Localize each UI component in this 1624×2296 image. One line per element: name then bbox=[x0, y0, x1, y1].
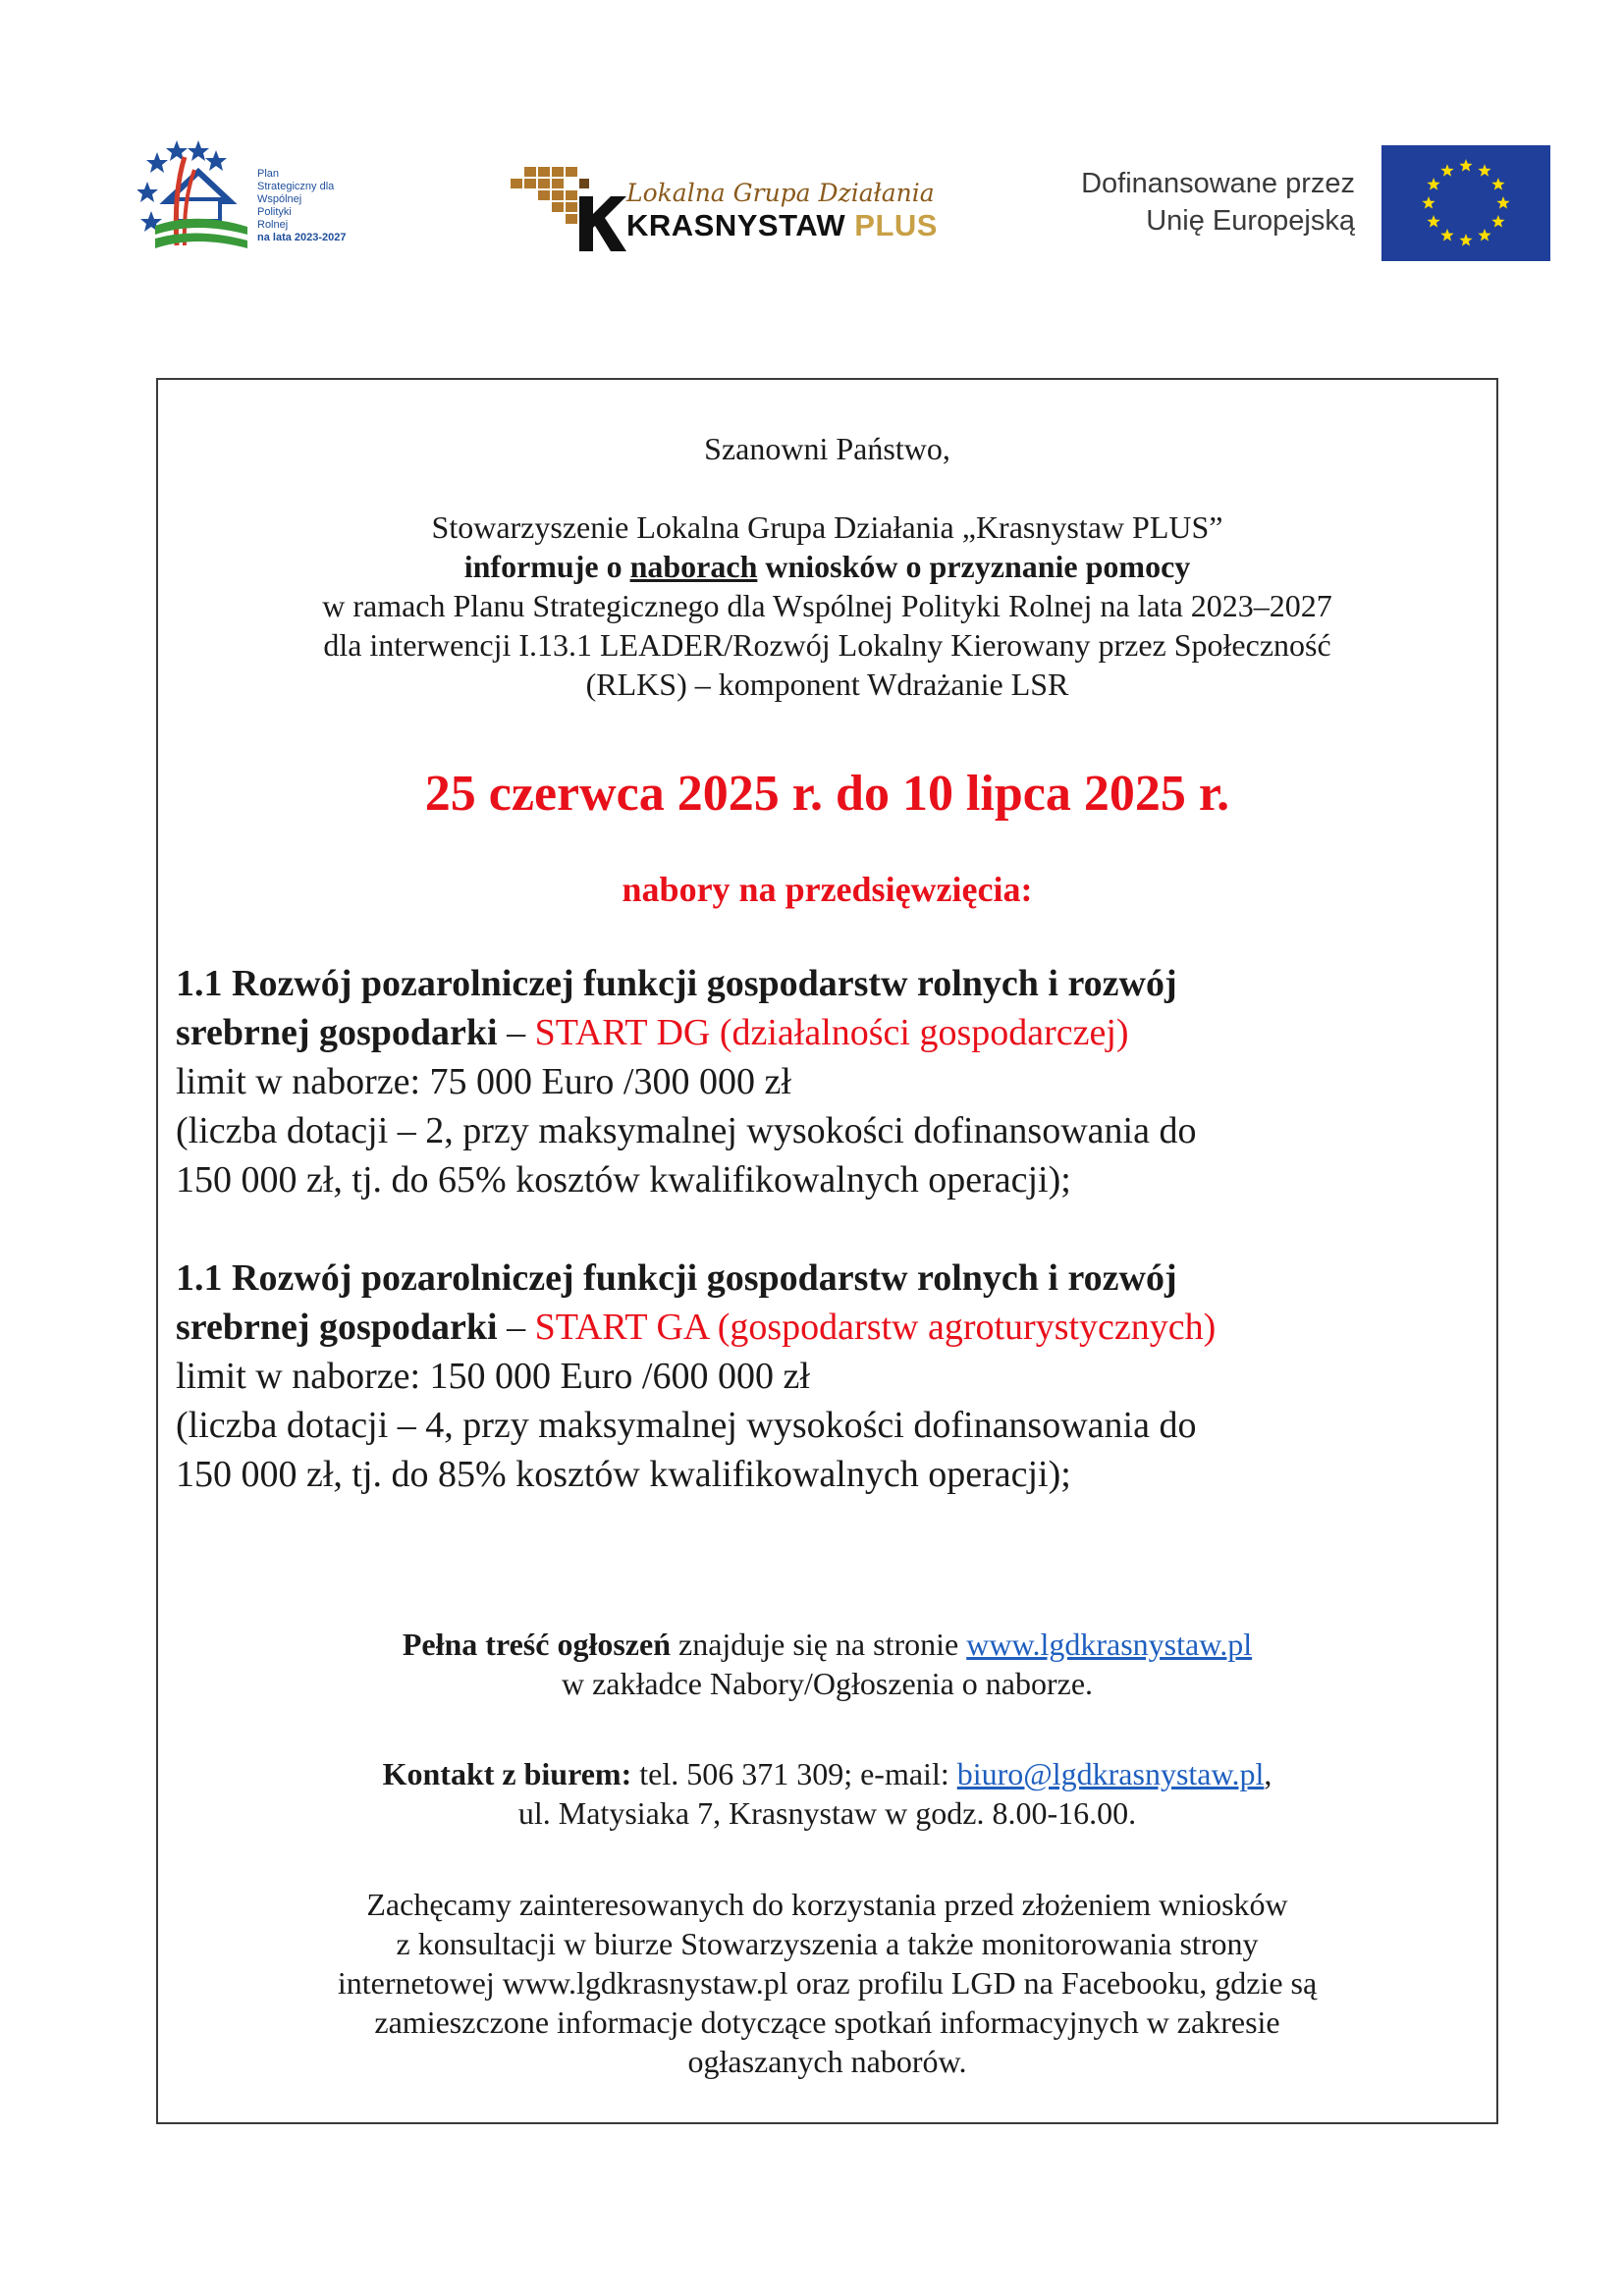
greeting: Szanowni Państwo, bbox=[704, 431, 950, 466]
encourage-line: ogłaszanych naborów. bbox=[687, 2044, 967, 2079]
lgd-logo-name bbox=[626, 208, 938, 243]
intro-line-2 bbox=[158, 547, 1496, 586]
call-item-detail-1: (liczba dotacji – 2, przy maksymalnej wysokości dofinansowania do bbox=[176, 1110, 1197, 1151]
encourage-paragraph bbox=[158, 1885, 1496, 2081]
eu-funding-line1: Dofinansowane przez bbox=[1081, 168, 1355, 199]
full-info-line2: w zakładce Nabory/Ogłoszenia o naborze. bbox=[561, 1666, 1094, 1701]
call-item-title-bold: srebrnej gospodarki bbox=[176, 1012, 498, 1053]
psp-line6: na lata 2023-2027 bbox=[257, 232, 347, 243]
psp-line1: Plan bbox=[257, 168, 280, 180]
eu-flag-icon bbox=[1381, 145, 1550, 261]
contact-line1 bbox=[158, 1754, 1496, 1793]
contact-comma: , bbox=[1264, 1756, 1272, 1791]
contact-text: tel. 506 371 309; e-mail: bbox=[631, 1756, 957, 1791]
full-info-text: znajduje się na stronie bbox=[670, 1627, 967, 1662]
call-item-title-line2 bbox=[176, 1008, 1477, 1057]
encourage-line: zamieszczone informacje dotyczące spotkań informacyjnych w zakresie bbox=[374, 2004, 1280, 2040]
call-item-highlight: START DG (działalności gospodarczej) bbox=[534, 1012, 1129, 1053]
lgd-logo-name-main: KRASNYSTAW bbox=[626, 208, 846, 242]
psp-line4: Polityki bbox=[257, 206, 292, 218]
call-item-limit: limit w naborze: 75 000 Euro /300 000 zł bbox=[176, 1061, 791, 1102]
lgd-mosaic-icon bbox=[511, 157, 628, 255]
contact-info bbox=[158, 1754, 1496, 1833]
intro-line-1: Stowarzyszenie Lokalna Grupa Działania „Krasnystaw PLUS” bbox=[431, 509, 1223, 545]
website-link[interactable]: www.lgdkrasnystaw.pl bbox=[966, 1627, 1253, 1662]
nabory-heading: nabory na przedsięwzięcia: bbox=[622, 870, 1033, 909]
contact-line2: ul. Matysiaka 7, Krasnystaw w godz. 8.00-16.00. bbox=[517, 1795, 1137, 1831]
call-item-title-line1: 1.1 Rozwój pozarolniczej funkcji gospodarstw rolnych i rozwój bbox=[176, 1257, 1177, 1299]
lgd-krasnystaw-logo bbox=[511, 157, 952, 255]
plan-strategiczny-emblem-icon bbox=[137, 133, 255, 260]
eu-funding-line2: Unię Europejską bbox=[1146, 205, 1355, 237]
eu-funding-text bbox=[982, 165, 1355, 240]
intro-line-3: w ramach Planu Strategicznego dla Wspólnej Polityki Rolnej na lata 2023–2027 bbox=[322, 588, 1332, 623]
email-link[interactable]: biuro@lgdkrasnystaw.pl bbox=[956, 1756, 1265, 1791]
call-item-title-bold: srebrnej gospodarki bbox=[176, 1307, 498, 1348]
call-item-dash: – bbox=[497, 1307, 535, 1348]
intro-paragraph bbox=[158, 507, 1496, 704]
call-item-detail-2: 150 000 zł, tj. do 65% kosztów kwalifikowalnych operacji); bbox=[176, 1159, 1071, 1201]
intro-line-2-underlined: naborach bbox=[629, 549, 758, 584]
call-item-detail-2: 150 000 zł, tj. do 85% kosztów kwalifikowalnych operacji); bbox=[176, 1454, 1071, 1495]
contact-bold: Kontakt z biurem: bbox=[382, 1756, 632, 1791]
call-item-dg bbox=[176, 959, 1477, 1204]
intro-line-5: (RLKS) – komponent Wdrażanie LSR bbox=[585, 667, 1069, 702]
call-item-detail-1: (liczba dotacji – 4, przy maksymalnej wysokości dofinansowania do bbox=[176, 1405, 1197, 1446]
lgd-logo-plus: PLUS bbox=[854, 208, 938, 242]
intro-line-2-a: informuje o bbox=[463, 549, 630, 584]
full-info-line1 bbox=[158, 1625, 1496, 1664]
plan-strategiczny-text bbox=[257, 168, 395, 244]
call-item-ga bbox=[176, 1254, 1477, 1499]
psp-line3: Wspólnej bbox=[257, 193, 302, 205]
call-dates: 25 czerwca 2025 r. do 10 lipca 2025 r. bbox=[424, 766, 1230, 822]
intro-line-2-b: wniosków o przyznanie pomocy bbox=[757, 549, 1191, 584]
lgd-logo-top-text: Lokalna Grupa Działania bbox=[626, 179, 935, 207]
encourage-line: internetowej www.lgdkrasnystaw.pl oraz profilu LGD na Facebooku, gdzie są bbox=[337, 1965, 1318, 2001]
plan-strategiczny-logo bbox=[137, 133, 393, 260]
psp-line5: Rolnej bbox=[257, 219, 289, 231]
call-item-highlight: START GA (gospodarstw agroturystycznych) bbox=[534, 1307, 1217, 1348]
encourage-line: Zachęcamy zainteresowanych do korzystania przed złożeniem wniosków bbox=[366, 1887, 1288, 1922]
call-item-title-line1: 1.1 Rozwój pozarolniczej funkcji gospodarstw rolnych i rozwój bbox=[176, 963, 1177, 1004]
call-item-title-line2 bbox=[176, 1303, 1477, 1352]
full-info bbox=[158, 1625, 1496, 1703]
psp-line2: Strategiczny dla bbox=[257, 181, 335, 192]
encourage-line: z konsultacji w biurze Stowarzyszenia a także monitorowania strony bbox=[396, 1926, 1259, 1961]
intro-line-4: dla interwencji I.13.1 LEADER/Rozwój Lokalny Kierowany przez Społeczność bbox=[323, 627, 1331, 663]
full-info-bold: Pełna treść ogłoszeń bbox=[402, 1627, 671, 1662]
call-item-limit: limit w naborze: 150 000 Euro /600 000 zł bbox=[176, 1356, 810, 1397]
notice-box bbox=[156, 378, 1498, 2124]
call-item-dash: – bbox=[497, 1012, 535, 1053]
